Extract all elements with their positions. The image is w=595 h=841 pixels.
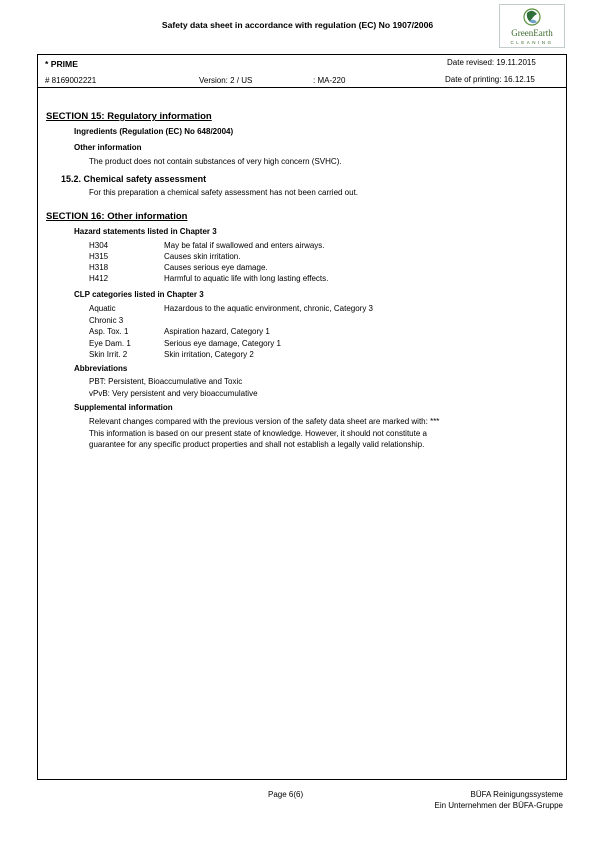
clp-text: Hazardous to the aquatic environment, chronic, Category 3 bbox=[164, 304, 374, 313]
list-item bbox=[0, 251, 595, 262]
date-printing: Date of printing: 16.12.15 bbox=[445, 75, 535, 84]
clp-categories-label: CLP categories listed in Chapter 3 bbox=[74, 290, 204, 299]
hazard-text: Causes serious eye damage. bbox=[164, 263, 268, 272]
csa-heading: 15.2. Chemical safety assessment bbox=[61, 174, 207, 184]
product-number: # 8169002221 bbox=[45, 76, 97, 85]
company-name: BÜFA Reinigungssysteme bbox=[470, 790, 563, 799]
svg-text:GreenEarth: GreenEarth bbox=[511, 28, 553, 38]
clp-code: Aquatic bbox=[89, 304, 116, 313]
hazard-text: Causes skin irritation. bbox=[164, 252, 241, 261]
clp-code: Eye Dam. 1 bbox=[89, 338, 131, 348]
clp-code: Skin Irrit. 2 bbox=[89, 350, 128, 359]
section-16-heading: SECTION 16: Other information bbox=[46, 211, 188, 222]
list-item bbox=[0, 315, 595, 327]
supplemental-info-label: Supplemental information bbox=[74, 403, 173, 412]
abbreviation-vpvb: vPvB: Very persistent and very bioaccumulative bbox=[89, 389, 258, 398]
document-title: Safety data sheet in accordance with regulation (EC) No 1907/2006 bbox=[161, 20, 434, 30]
supplemental-line-3: guarantee for any specific product properties and shall not establish a legally valid relationship. bbox=[89, 440, 425, 449]
version: Version: 2 / US bbox=[199, 76, 253, 85]
list-item bbox=[0, 349, 595, 361]
abbreviations-label: Abbreviations bbox=[74, 364, 128, 373]
other-info-text: The product does not contain substances of very high concern (SVHC). bbox=[89, 157, 342, 166]
hazard-code: H304 bbox=[89, 241, 109, 250]
date-revised: Date revised: 19.11.2015 bbox=[447, 58, 536, 67]
list-item bbox=[0, 273, 595, 284]
product-name: * PRIME bbox=[45, 59, 78, 69]
clp-code: Chronic 3 bbox=[89, 315, 124, 325]
abbreviation-pbt: PBT: Persistent, Bioaccumulative and Toxic bbox=[89, 377, 243, 386]
list-item bbox=[0, 303, 595, 315]
header-divider bbox=[37, 87, 567, 88]
clp-categories-list bbox=[0, 303, 595, 361]
csa-text: For this preparation a chemical safety assessment has not been carried out. bbox=[89, 188, 359, 197]
hazard-text: May be fatal if swallowed and enters airways. bbox=[164, 241, 325, 250]
greenearth-logo-icon bbox=[499, 4, 565, 48]
clp-text: Serious eye damage, Category 1 bbox=[164, 338, 281, 348]
ingredients-label: Ingredients (Regulation (EC) No 648/2004) bbox=[74, 127, 234, 136]
clp-text: Skin irritation, Category 2 bbox=[164, 350, 254, 359]
hazard-code: H318 bbox=[89, 263, 109, 272]
hazard-text: Harmful to aquatic life with long lasting effects. bbox=[164, 274, 329, 283]
section-15-heading: SECTION 15: Regulatory information bbox=[46, 111, 212, 122]
company-group: Ein Unternehmen der BÜFA-Gruppe bbox=[434, 801, 563, 810]
other-info-label: Other information bbox=[74, 143, 142, 152]
supplemental-line-2: This information is based on our present state of knowledge. However, it should not constitute a bbox=[89, 429, 427, 438]
list-item bbox=[0, 326, 595, 338]
ma-code: : MA-220 bbox=[313, 76, 346, 85]
list-item bbox=[0, 240, 595, 251]
clp-code: Asp. Tox. 1 bbox=[89, 327, 129, 336]
hazard-statements-label: Hazard statements listed in Chapter 3 bbox=[74, 227, 217, 236]
svg-text:CLEANING: CLEANING bbox=[510, 40, 554, 45]
hazard-code: H315 bbox=[89, 252, 109, 261]
supplemental-line-1: Relevant changes compared with the previous version of the safety data sheet are marked with: *** bbox=[89, 417, 440, 426]
hazard-code: H412 bbox=[89, 274, 109, 283]
hazard-statements-list bbox=[0, 240, 595, 284]
clp-text: Aspiration hazard, Category 1 bbox=[164, 327, 270, 336]
list-item bbox=[0, 262, 595, 273]
page-number: Page 6(6) bbox=[268, 790, 304, 799]
list-item bbox=[0, 338, 595, 350]
greenearth-logo bbox=[499, 4, 565, 48]
